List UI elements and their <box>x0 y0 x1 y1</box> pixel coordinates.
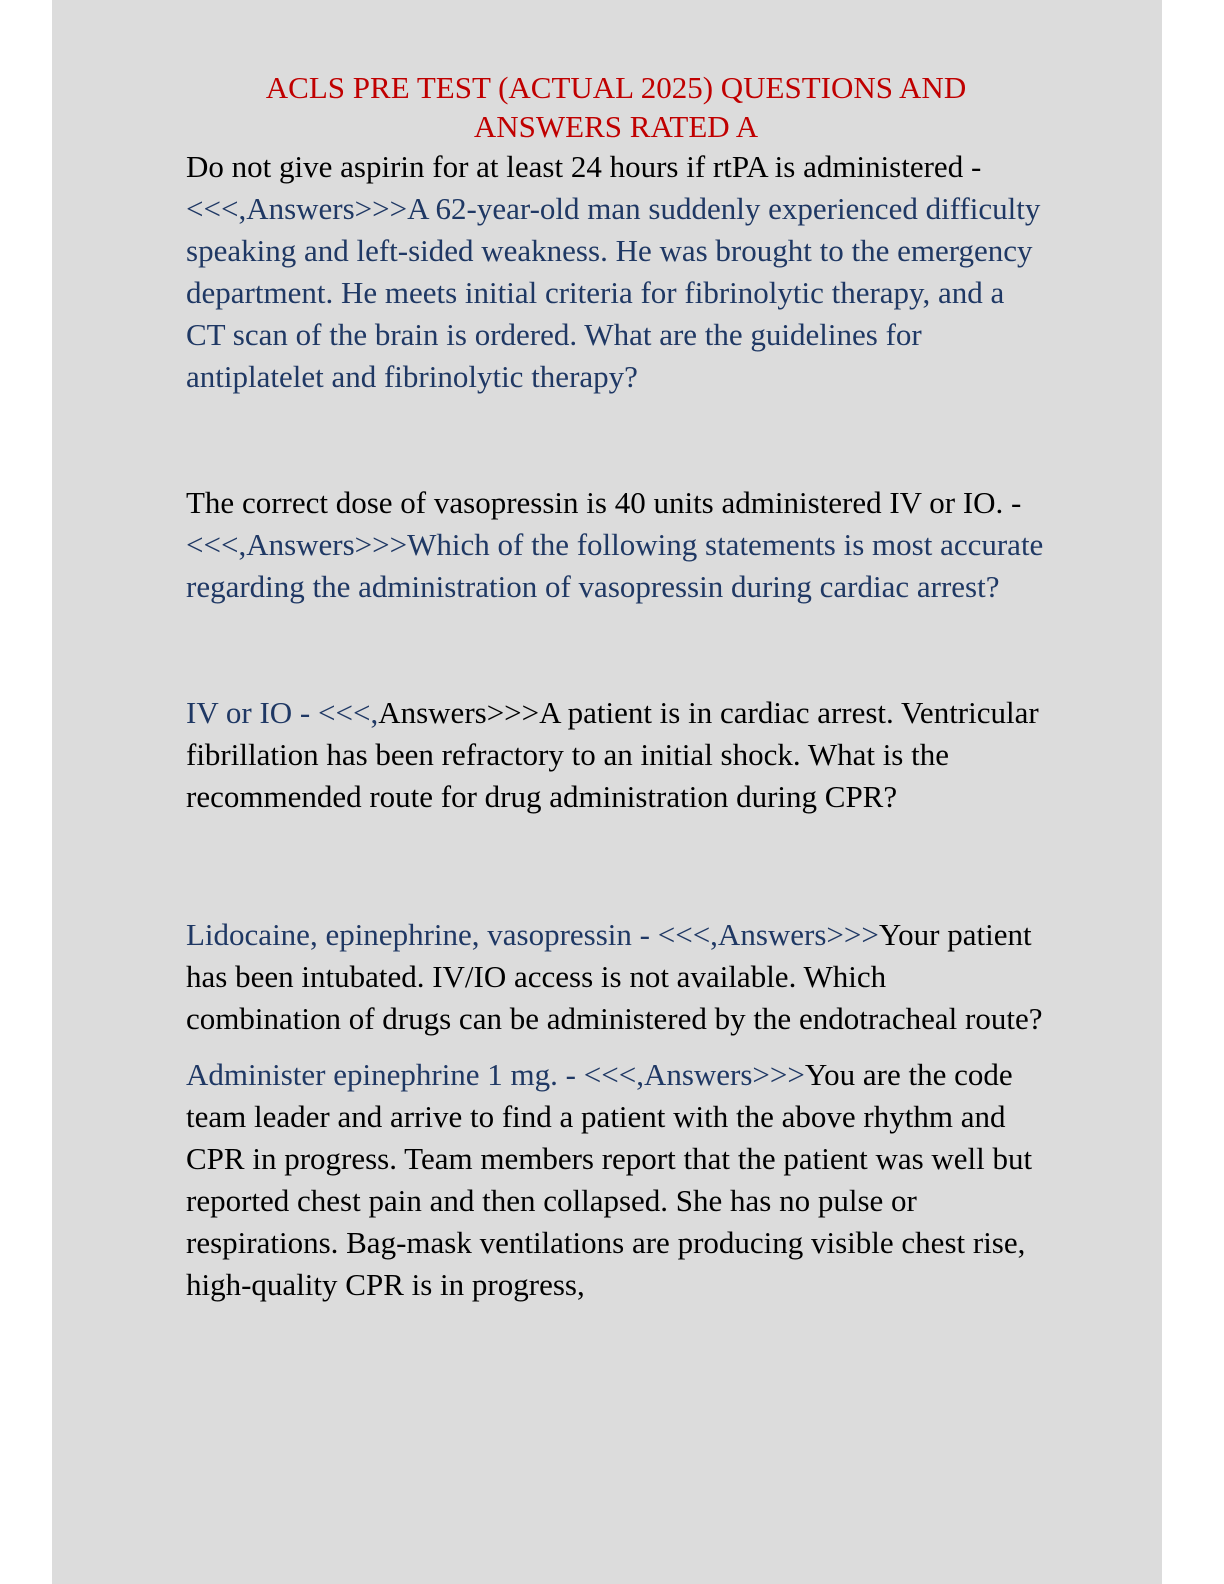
document-page <box>52 0 1162 1584</box>
qa-entry-3 <box>186 692 1046 818</box>
title-line-2: ANSWERS RATED A <box>473 109 759 144</box>
qa-entry-4 <box>186 914 1046 1040</box>
document-title <box>186 68 1046 146</box>
answer-text: Do not give aspirin for at least 24 hours if rtPA is administered - <box>186 149 982 184</box>
page-content <box>186 64 1046 1306</box>
question-text: Your patient has been intubated. IV/IO access is not available. Which combination of drugs can be administered by the endotracheal route? <box>186 917 1043 1036</box>
question-text: You are the code team leader and arrive to find a patient with the above rhythm and CPR in progress. Team members report that the patient was well but reported chest pain and then collapsed. She has no pulse or respirations. Bag-mask ventilations are producing visible chest rise, high-quality CPR is in progress, <box>186 1057 1033 1302</box>
qa-entry-2 <box>186 482 1046 608</box>
qa-entry-1 <box>186 146 1046 398</box>
question-text: <<<,Answers>>>Which of the following statements is most accurate regarding the administration of vasopressin during cardiac arrest? <box>186 527 1044 604</box>
answer-text: The correct dose of vasopressin is 40 units administered IV or IO. - <box>186 485 1022 520</box>
question-text: Answers>>>A patient is in cardiac arrest. Ventricular fibrillation has been refractory to an initial shock. What is the recommended route for drug administration during CPR? <box>186 695 1039 814</box>
qa-entry-5 <box>186 1054 1046 1306</box>
title-line-1: ACLS PRE TEST (ACTUAL 2025) QUESTIONS AND <box>265 70 967 105</box>
question-text: <<<,Answers>>>A 62-year-old man suddenly experienced difficulty speaking and left-sided weakness. He was brought to the emergency department. He meets initial criteria for fibrinolytic therapy, and a CT scan of the brain is ordered. What are the guidelines for antiplatelet and fibrinolytic therapy? <box>186 191 1041 394</box>
answer-text: Administer epinephrine 1 mg. - <<<,Answers>>> <box>186 1057 805 1092</box>
answer-text: IV or IO - <<<, <box>186 695 379 730</box>
answer-text: Lidocaine, epinephrine, vasopressin - <<<,Answers>>> <box>186 917 879 952</box>
